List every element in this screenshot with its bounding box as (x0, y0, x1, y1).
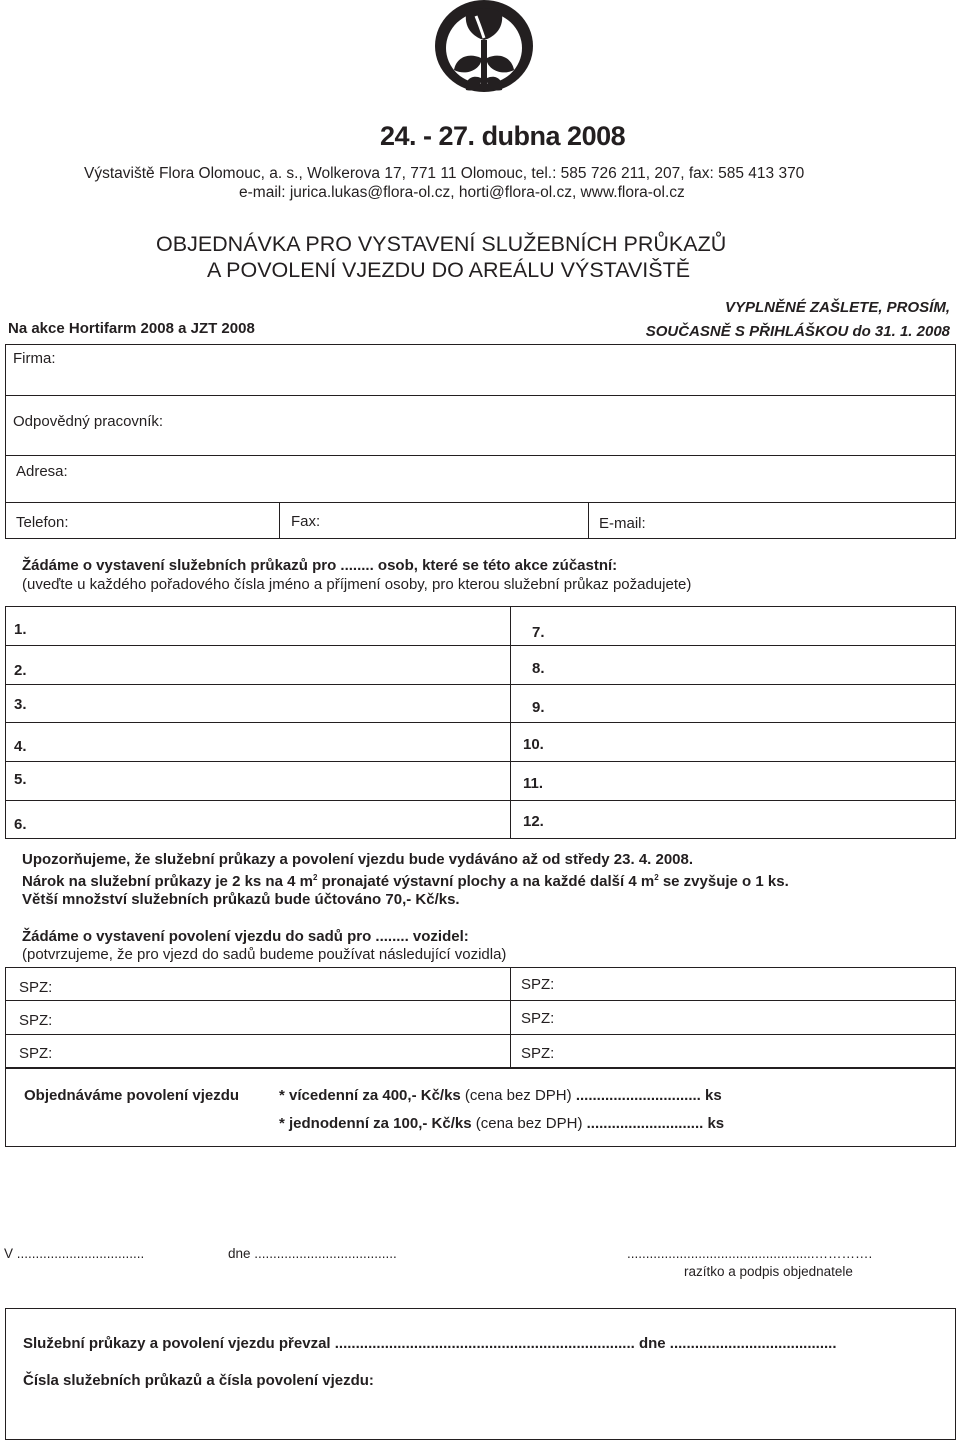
firma-field[interactable]: Firma: (13, 350, 56, 367)
deadline-notice: VYPLNĚNÉ ZAŠLETE, PROSÍM, (724, 299, 950, 316)
order-multiday[interactable]: * vícedenní za 400,- Kč/ks (cena bez DPH) .............................. ks (279, 1087, 722, 1104)
name-row-1[interactable]: 1. (14, 621, 27, 638)
contact-email-line: e-mail: jurica.lukas@flora-ol.cz, horti@flora-ol.cz, www.flora-ol.cz (239, 184, 685, 201)
spz-field-6[interactable]: SPZ: (521, 1045, 555, 1062)
name-row-10[interactable]: 10. (523, 736, 544, 753)
name-row-3[interactable]: 3. (14, 696, 27, 713)
order-box (5, 1068, 956, 1147)
vehicles-box (5, 967, 956, 1068)
name-row-9[interactable]: 9. (532, 699, 545, 716)
name-row-12[interactable]: 12. (523, 813, 544, 830)
note-extra-charge: Větší množství služebních průkazů bude účtováno 70,- Kč/ks. (22, 891, 460, 908)
name-row-7[interactable]: 7. (532, 624, 545, 641)
name-row-4[interactable]: 4. (14, 738, 27, 755)
vehicles-instruction: (potvrzujeme, že pro vjezd do sadů budeme používat následující vozidla) (22, 946, 507, 963)
note-entitlement: Nárok na služební průkazy je 2 ks na 4 $m^2$ pronajaté výstavní plochy a na každé další 4 $m^2$ se zvyšuje o 1 ks. (22, 873, 789, 890)
passes-instruction: (uveďte u každého pořadového čísla jméno a příjmení osoby, pro kterou služební průkaz požadujete) (22, 576, 692, 593)
vehicles-request: Žádáme o vystavení povolení vjezdu do sadů pro ........ vozidel: (22, 928, 469, 945)
spz-field-5[interactable]: SPZ: (521, 1010, 555, 1027)
date-field[interactable]: dne ...................................... (228, 1246, 397, 1261)
fax-field[interactable]: Fax: (291, 513, 321, 530)
page-title: OBJEDNÁVKA PRO VYSTAVENÍ SLUŽEBNÍCH PRŮKAZŮ (156, 232, 727, 256)
signature-dots[interactable]: ..................................................…………. (627, 1246, 873, 1261)
order-oneday[interactable]: * jednodenní za 100,- Kč/ks (cena bez DPH) ............................ ks (279, 1115, 725, 1132)
order-label: Objednáváme povolení vjezdu (24, 1087, 240, 1104)
receipt-line[interactable]: Služební průkazy a povolení vjezdu převzal ........................................................................ dne ........................................ (23, 1335, 837, 1352)
telefon-field[interactable]: Telefon: (16, 514, 69, 531)
spz-field-1[interactable]: SPZ: (19, 979, 53, 996)
spz-field-3[interactable]: SPZ: (19, 1045, 53, 1062)
place-field[interactable]: V .................................. (4, 1246, 145, 1261)
pracovnik-field[interactable]: Odpovědný pracovník: (13, 413, 164, 430)
name-row-8[interactable]: 8. (532, 660, 545, 677)
name-row-2[interactable]: 2. (14, 662, 27, 679)
spz-field-4[interactable]: SPZ: (521, 976, 555, 993)
name-row-6[interactable]: 6. (14, 816, 27, 833)
email-field[interactable]: E-mail: (599, 515, 646, 532)
event-dates: 24. - 27. dubna 2008 (380, 121, 626, 151)
passes-request: Žádáme o vystavení služebních průkazů pro ........ osob, které se této akce zúčastní: (22, 557, 618, 574)
deadline-notice-line2: SOUČASNĚ S PŘIHLÁŠKOU do 31. 1. 2008 (645, 323, 950, 340)
event-label: Na akce Hortifarm 2008 a JZT 2008 (8, 320, 255, 337)
receipt-numbers[interactable]: Čísla služebních průkazů a čísla povolení vjezdu: (23, 1372, 374, 1389)
adresa-field[interactable]: Adresa: (16, 463, 68, 480)
spz-field-2[interactable]: SPZ: (19, 1012, 53, 1029)
flora-logo (432, 0, 536, 108)
name-row-11[interactable]: 11. (523, 775, 544, 792)
note-issue-date: Upozorňujeme, že služební průkazy a povolení vjezdu bude vydáváno až od středy 23. 4. 2008. (22, 851, 694, 868)
name-row-5[interactable]: 5. (14, 771, 27, 788)
company-info-box (5, 344, 956, 539)
signature-caption: razítko a podpis objednatele (684, 1264, 853, 1279)
contact-line: Výstaviště Flora Olomouc, a. s., Wolkerova 17, 771 11 Olomouc, tel.: 585 726 211, 207, fax: 585 413 370 (84, 165, 805, 182)
page-title-line2: A POVOLENÍ VJEZDU DO AREÁLU VÝSTAVIŠTĚ (207, 258, 691, 282)
